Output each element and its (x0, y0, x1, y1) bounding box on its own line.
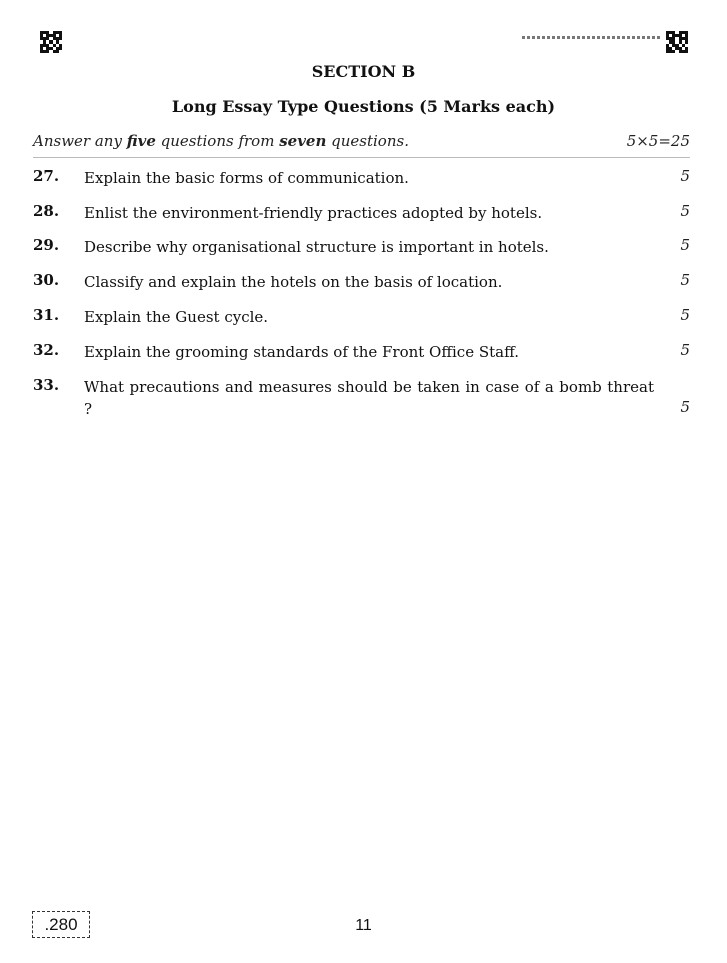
question-marks: 5 (680, 271, 690, 289)
question-marks: 5 (680, 398, 690, 416)
instruction-mid: questions from (155, 132, 280, 150)
question-marks: 5 (680, 306, 690, 324)
question-number: 31. (33, 306, 60, 324)
instruction-line (33, 132, 690, 154)
question-number: 30. (33, 271, 60, 289)
question-number: 28. (33, 202, 60, 220)
question-number: 29. (33, 236, 60, 254)
question-text: Explain the Guest cycle. (84, 308, 269, 326)
divider (33, 157, 690, 158)
question-text: Enlist the environment-friendly practices adopted by hotels. (84, 204, 543, 222)
page-number: 11 (355, 917, 372, 934)
question-number: 27. (33, 167, 60, 185)
instruction-bold-seven: seven (279, 132, 327, 150)
question-number: 32. (33, 341, 60, 359)
instruction-post: questions. (326, 132, 409, 150)
qr-code-icon (40, 31, 62, 53)
question-text: What precautions and measures should be taken in case of a bomb threat ? (84, 378, 654, 418)
section-title: SECTION B (311, 62, 416, 81)
question-marks: 5 (680, 167, 690, 185)
section-subtitle: Long Essay Type Questions (5 Marks each) (171, 97, 556, 116)
instruction-pre: Answer any (33, 132, 127, 150)
question-text: Explain the grooming standards of the Front Office Staff. (84, 343, 519, 361)
paper-code: .280 (32, 911, 90, 938)
question-text: Explain the basic forms of communication. (84, 169, 409, 187)
question-text: Classify and explain the hotels on the basis of location. (84, 273, 503, 291)
question-marks: 5 (680, 341, 690, 359)
question-marks: 5 (680, 202, 690, 220)
instruction-bold-five: five (126, 132, 156, 150)
header-fine-print (522, 36, 660, 39)
question-text: Describe why organisational structure is important in hotels. (84, 238, 549, 256)
qr-code-icon (666, 31, 688, 53)
total-marks: 5×5=25 (626, 132, 690, 150)
question-marks: 5 (680, 236, 690, 254)
question-number: 33. (33, 376, 60, 394)
